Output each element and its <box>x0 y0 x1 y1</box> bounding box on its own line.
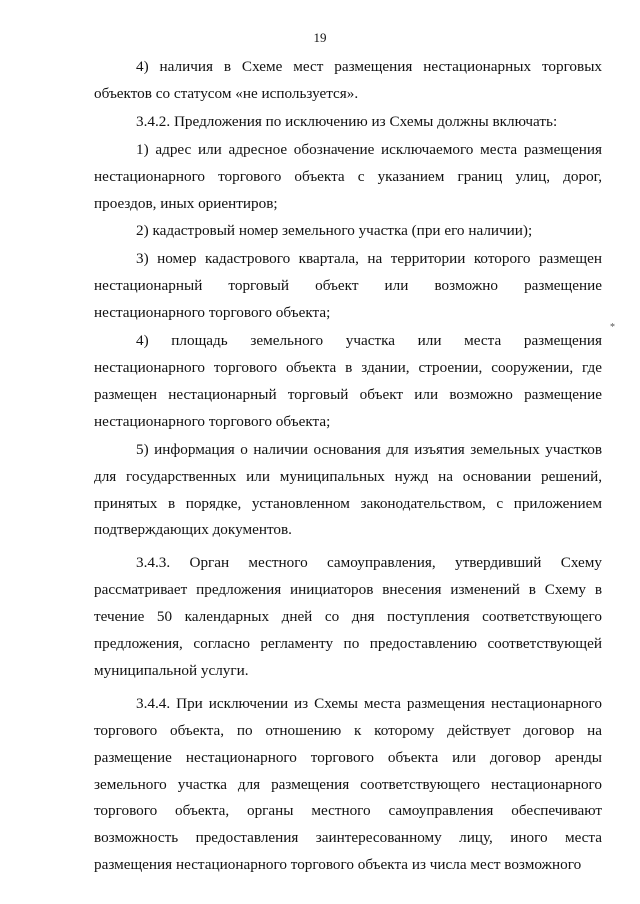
paragraph-section-3-4-4: 3.4.4. При исключении из Схемы места размещения нестационарного торгового объекта, по отношению к которому действует договор на размещение нестационарного торгового объекта или договор аренды земельного участка для размещения соответствующего нестационарного торгового объекта, органы местного самоуправления обеспечивают возможность предоставления заинтересованному лицу, иного места размещения нестационарного торгового объекта из числа мест возможного <box>94 694 602 874</box>
paragraph-section-3-4-2: 3.4.2. Предложения по исключению из Схемы должны включать: <box>136 112 558 130</box>
paragraph-item-4-status: 4) наличия в Схеме мест размещения нестационарных торговых объектов со статусом «не используется». <box>94 58 602 102</box>
paragraph-item-5-information: 5) информация о наличии основания для изъятия земельных участков для государственных или муниципальных нужд на основании решений, принятых в порядке, установленном законодательством, с приложением подтверждающих документов. <box>94 440 602 539</box>
paragraph-item-2-cadastral-number: 2) кадастровый номер земельного участка (при его наличии); <box>136 222 533 240</box>
margin-mark: * <box>610 322 615 333</box>
paragraph-item-1-address: 1) адрес или адресное обозначение исключаемого места размещения нестационарного торгового объекта с указанием границ улиц, дорог, проездов, иных ориентиров; <box>94 140 602 212</box>
paragraph-item-3-cadastral-quarter: 3) номер кадастрового квартала, на территории которого размещен нестационарный торговый объект или возможно размещение нестационарного торгового объекта; <box>94 250 602 322</box>
document-body <box>94 54 602 879</box>
paragraph-section-3-4-3: 3.4.3. Орган местного самоуправления, утвердивший Схему рассматривает предложения инициаторов внесения изменений в Схему в течение 50 календарных дней со дня поступления соответствующего предложения, согласно регламенту по предоставлению соответствующей муниципальной услуги. <box>94 554 602 679</box>
paragraph-item-4-area: 4) площадь земельного участка или места размещения нестационарного торгового объекта в здании, строении, сооружении, где размещен нестационарный торговый объект или возможно размещение нестационарного торгового объекта; <box>94 332 602 430</box>
page-number: 19 <box>313 30 327 45</box>
